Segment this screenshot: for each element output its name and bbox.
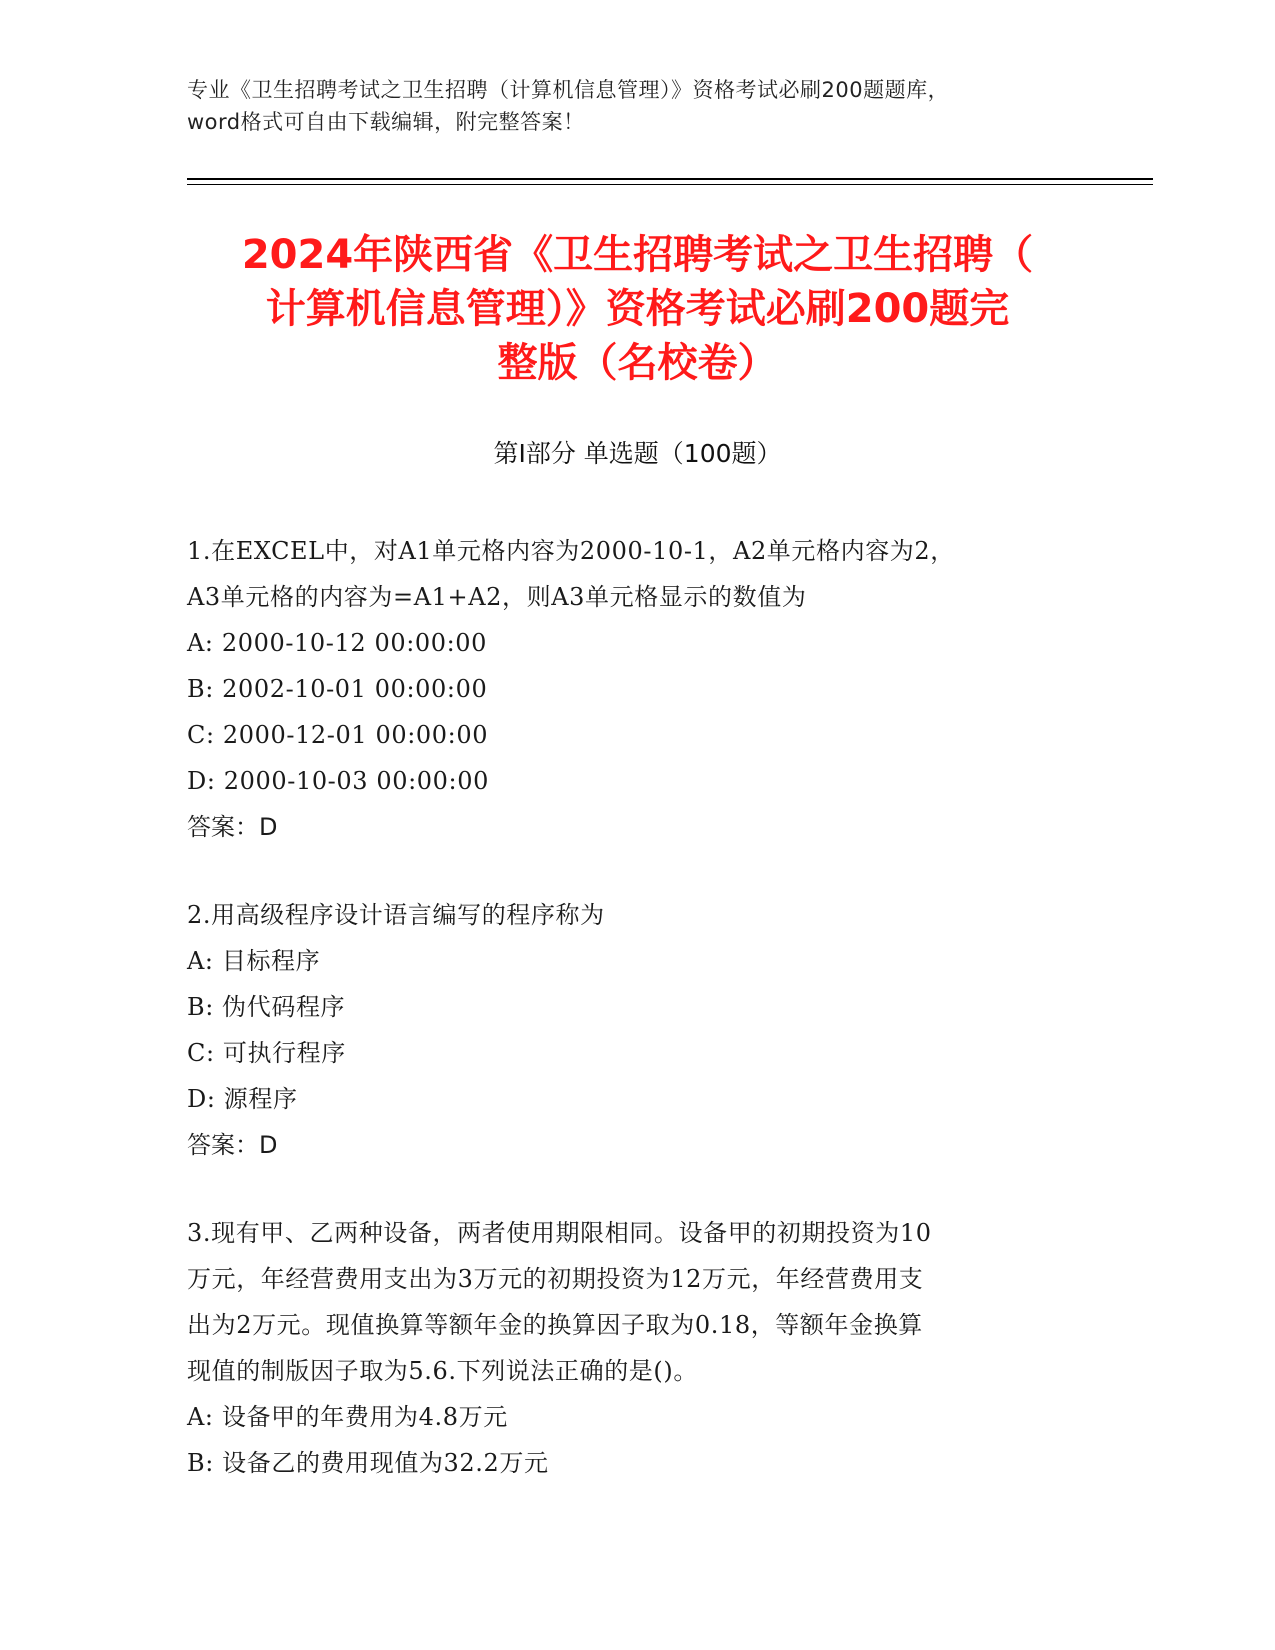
- option-c: C: 可执行程序: [187, 1039, 346, 1067]
- answer: 答案：D: [187, 1131, 278, 1159]
- answer: 答案：D: [187, 813, 278, 841]
- question-2: [187, 892, 1087, 1168]
- question-stem-line: 1.在EXCEL中，对A1单元格内容为2000-10-1，A2单元格内容为2，: [187, 537, 955, 565]
- header-note: [187, 74, 1087, 138]
- option-c: C: 2000-12-01 00:00:00: [187, 721, 489, 749]
- question-stem-line: 出为2万元。现值换算等额年金的换算因子取为0.18，等额年金换算: [187, 1311, 923, 1339]
- option-b: B: 设备乙的费用现值为32.2万元: [187, 1449, 549, 1477]
- question-stem-line: 万元，年经营费用支出为3万元的初期投资为12万元，年经营费用支: [187, 1265, 924, 1293]
- question-stem-line: 3.现有甲、乙两种设备，两者使用期限相同。设备甲的初期投资为10: [187, 1219, 932, 1247]
- header-note-line-1: 专业《卫生招聘考试之卫生招聘（计算机信息管理）》资格考试必刷200题题库，: [187, 78, 950, 102]
- document-title-line-1: 2024年陕西省《卫生招聘考试之卫生招聘（: [241, 232, 1034, 278]
- document-title-line-3: 整版（名校卷）: [497, 340, 778, 386]
- header-divider-thin: [187, 184, 1153, 185]
- question-3: [187, 1210, 1087, 1486]
- header-note-line-2: word格式可自由下载编辑，附完整答案！: [187, 110, 585, 134]
- question-1: [187, 528, 1087, 850]
- question-stem-line: 现值的制版因子取为5.6.下列说法正确的是()。: [187, 1357, 698, 1385]
- document-title: [150, 228, 1125, 390]
- option-a: A: 目标程序: [187, 947, 321, 975]
- option-a: A: 2000-10-12 00:00:00: [187, 629, 488, 657]
- option-b: B: 伪代码程序: [187, 993, 346, 1021]
- option-d: D: 2000-10-03 00:00:00: [187, 767, 489, 795]
- question-stem-line: 2.用高级程序设计语言编写的程序称为: [187, 901, 605, 929]
- option-d: D: 源程序: [187, 1085, 298, 1113]
- header-divider-thick: [187, 178, 1153, 180]
- section-heading: 第Ⅰ部分 单选题（100题）: [493, 439, 782, 468]
- question-stem-line: A3单元格的内容为=A1+A2，则A3单元格显示的数值为: [187, 583, 807, 611]
- question-list: [187, 528, 1087, 1528]
- option-b: B: 2002-10-01 00:00:00: [187, 675, 488, 703]
- option-a: A: 设备甲的年费用为4.8万元: [187, 1403, 508, 1431]
- document-title-line-2: 计算机信息管理）》资格考试必刷200题完: [265, 286, 1010, 332]
